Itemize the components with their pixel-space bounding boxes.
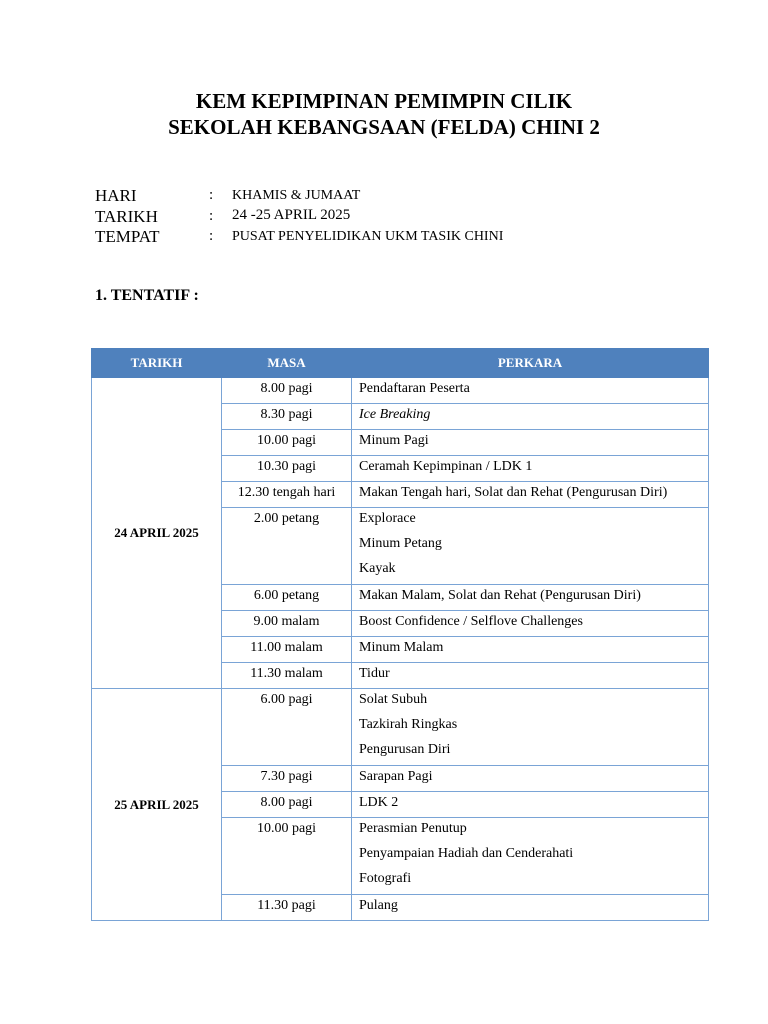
- perkara-text: Solat Subuh: [359, 692, 428, 707]
- perkara-cell: [352, 637, 709, 663]
- meta-label: TEMPAT: [95, 227, 160, 246]
- perkara-cell: [352, 378, 709, 404]
- perkara-text: Tazkirah Ringkas: [359, 717, 458, 732]
- masa-cell: [222, 611, 352, 637]
- masa-text: 10.30 pagi: [256, 459, 317, 474]
- meta-colon: :: [209, 187, 214, 203]
- table-row: [92, 689, 709, 766]
- meta-row-tempat: [95, 227, 655, 247]
- perkara-text: Makan Tengah hari, Solat dan Rehat (Pengurusan Diri): [359, 485, 668, 500]
- column-header-tarikh: TARIKH: [92, 349, 222, 378]
- masa-text: 9.00 malam: [253, 614, 320, 629]
- perkara-text: Ceramah Kepimpinan / LDK 1: [359, 459, 533, 474]
- masa-text: 7.30 pagi: [260, 769, 313, 784]
- perkara-text: Kayak: [359, 561, 396, 576]
- document-title-line-1: KEM KEPIMPINAN PEMIMPIN CILIK: [195, 89, 573, 113]
- meta-colon: :: [209, 228, 214, 244]
- perkara-cell: [352, 456, 709, 482]
- masa-cell: [222, 585, 352, 611]
- masa-text: 11.30 pagi: [257, 898, 316, 913]
- masa-text: 8.00 pagi: [260, 381, 313, 396]
- masa-cell: [222, 766, 352, 792]
- perkara-text: Pulang: [359, 898, 398, 913]
- masa-text: 6.00 pagi: [260, 692, 313, 707]
- perkara-cell: [352, 482, 709, 508]
- meta-label: TARIKH: [95, 207, 158, 226]
- masa-text: 12.30 tengah hari: [237, 485, 336, 500]
- masa-cell: [222, 456, 352, 482]
- date-cell: 24 APRIL 2025: [92, 378, 222, 689]
- masa-text: 10.00 pagi: [256, 433, 317, 448]
- column-header-masa: MASA: [222, 349, 352, 378]
- perkara-text: Makan Malam, Solat dan Rehat (Pengurusan Diri): [359, 588, 641, 603]
- table-row: [92, 378, 709, 404]
- masa-text: 10.00 pagi: [256, 821, 317, 836]
- meta-value: PUSAT PENYELIDIKAN UKM TASIK CHINI: [232, 229, 504, 244]
- meta-value: 24 -25 APRIL 2025: [232, 207, 351, 223]
- perkara-cell: [352, 792, 709, 818]
- table-header-row: [92, 349, 709, 378]
- masa-cell: [222, 663, 352, 689]
- perkara-text: Explorace: [359, 511, 416, 526]
- perkara-text: Fotografi: [359, 871, 412, 886]
- schedule-table: [91, 348, 709, 921]
- masa-cell: [222, 378, 352, 404]
- perkara-text: Penyampaian Hadiah dan Cenderahati: [359, 846, 574, 861]
- perkara-text: Minum Malam: [359, 640, 444, 655]
- perkara-text: Perasmian Penutup: [359, 821, 467, 836]
- masa-text: 8.30 pagi: [260, 407, 313, 422]
- masa-text: 11.30 malam: [250, 666, 323, 681]
- perkara-cell: [352, 508, 709, 585]
- perkara-text: Pengurusan Diri: [359, 742, 451, 757]
- perkara-cell: [352, 585, 709, 611]
- document-title-line-2: SEKOLAH KEBANGSAAN (FELDA) CHINI 2: [168, 115, 600, 139]
- perkara-cell: [352, 404, 709, 430]
- masa-cell: [222, 482, 352, 508]
- masa-cell: [222, 404, 352, 430]
- meta-row-tarikh: [95, 207, 655, 227]
- perkara-text: LDK 2: [359, 795, 399, 810]
- masa-cell: [222, 895, 352, 921]
- meta-value: KHAMIS & JUMAAT: [232, 188, 361, 203]
- perkara-cell: [352, 689, 709, 766]
- meta-colon: :: [209, 208, 214, 224]
- perkara-cell: [352, 766, 709, 792]
- section-heading-tentatif: 1. TENTATIF :: [95, 287, 199, 304]
- perkara-cell: [352, 663, 709, 689]
- perkara-cell: [352, 895, 709, 921]
- perkara-text: Minum Pagi: [359, 433, 429, 448]
- meta-label: HARI: [95, 186, 137, 205]
- masa-cell: [222, 430, 352, 456]
- masa-text: 11.00 malam: [250, 640, 323, 655]
- masa-text: 2.00 petang: [253, 511, 320, 526]
- perkara-cell: [352, 818, 709, 895]
- perkara-text: Minum Petang: [359, 536, 442, 551]
- perkara-text: Sarapan Pagi: [359, 769, 433, 784]
- masa-cell: [222, 818, 352, 895]
- perkara-text: Pendaftaran Peserta: [359, 381, 470, 396]
- masa-cell: [222, 689, 352, 766]
- masa-cell: [222, 792, 352, 818]
- perkara-cell: [352, 611, 709, 637]
- masa-text: 6.00 petang: [253, 588, 320, 603]
- perkara-text: Tidur: [359, 666, 390, 681]
- masa-cell: [222, 637, 352, 663]
- date-cell: 25 APRIL 2025: [92, 689, 222, 921]
- meta-row-hari: [95, 186, 655, 206]
- masa-cell: [222, 508, 352, 585]
- perkara-text: Ice Breaking: [359, 407, 431, 422]
- masa-text: 8.00 pagi: [260, 795, 313, 810]
- perkara-text: Boost Confidence / Selflove Challenges: [359, 614, 583, 629]
- column-header-perkara: PERKARA: [352, 349, 709, 378]
- perkara-cell: [352, 430, 709, 456]
